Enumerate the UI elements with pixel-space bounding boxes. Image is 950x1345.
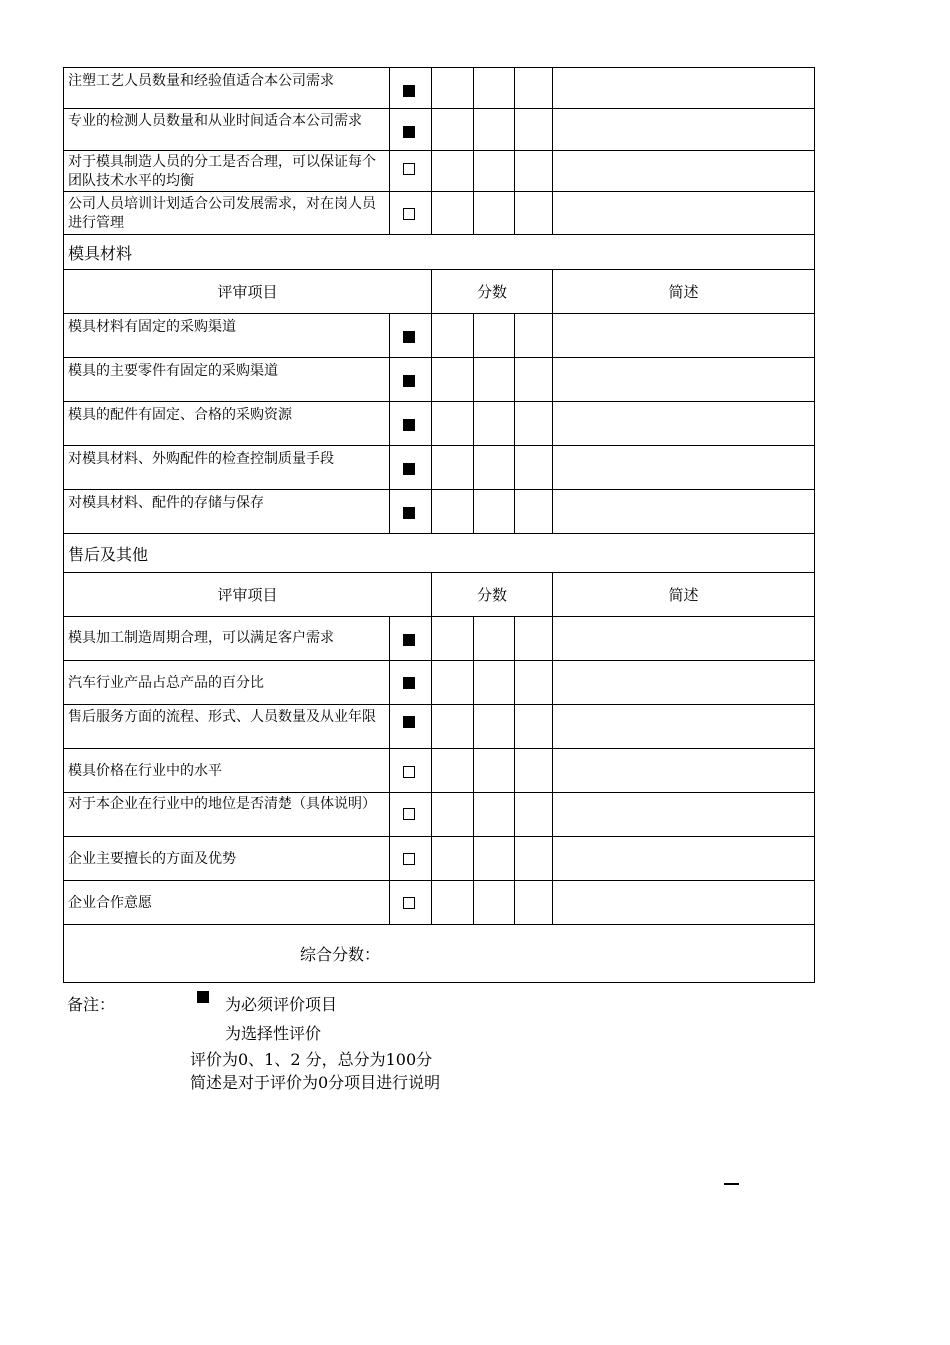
item-label: 对于模具制造人员的分工是否合理，可以保证每个团队技术水平的均衡 xyxy=(64,151,390,191)
dash-mark xyxy=(724,1183,739,1185)
score-cell[interactable] xyxy=(474,192,515,234)
score-cell[interactable] xyxy=(474,358,515,401)
score-cell[interactable] xyxy=(474,490,515,533)
desc-cell[interactable] xyxy=(553,358,814,401)
optional-mark xyxy=(390,837,432,880)
score-cell[interactable] xyxy=(515,793,553,836)
notes-title: 备注： xyxy=(67,995,116,1014)
optional-mark xyxy=(390,881,432,924)
desc-cell[interactable] xyxy=(553,192,814,234)
score-cell[interactable] xyxy=(432,109,474,150)
table-row xyxy=(63,881,815,925)
item-label: 模具价格在行业中的水平 xyxy=(64,749,390,792)
item-label: 模具材料有固定的采购渠道 xyxy=(64,314,390,357)
empty-square-icon xyxy=(403,208,415,220)
score-cell[interactable] xyxy=(515,109,553,150)
required-mark xyxy=(390,617,432,660)
table-row xyxy=(63,109,815,151)
header-desc: 简述 xyxy=(668,283,699,301)
desc-cell[interactable] xyxy=(553,68,814,108)
required-mark xyxy=(390,109,432,150)
score-cell[interactable] xyxy=(515,881,553,924)
score-cell[interactable] xyxy=(474,68,515,108)
score-cell[interactable] xyxy=(515,314,553,357)
score-cell[interactable] xyxy=(432,358,474,401)
notes-desc: 简述是对于评价为0分项目进行说明 xyxy=(190,1073,441,1092)
required-mark xyxy=(390,402,432,445)
section-title-text: 售后及其他 xyxy=(68,544,149,564)
filled-square-icon xyxy=(403,85,415,97)
score-cell[interactable] xyxy=(515,68,553,108)
filled-square-icon xyxy=(403,126,415,138)
notes-scoring: 评价为0、1、2 分，总分为100分 xyxy=(190,1050,433,1069)
score-cell[interactable] xyxy=(432,661,474,704)
score-cell[interactable] xyxy=(515,446,553,489)
desc-cell[interactable] xyxy=(553,490,814,533)
score-cell[interactable] xyxy=(432,793,474,836)
table-row xyxy=(63,749,815,793)
notes-optional: 为选择性评价 xyxy=(225,1024,322,1043)
score-cell[interactable] xyxy=(474,705,515,748)
score-cell[interactable] xyxy=(432,490,474,533)
header-desc: 简述 xyxy=(668,586,699,604)
score-cell[interactable] xyxy=(515,837,553,880)
score-cell[interactable] xyxy=(515,705,553,748)
score-cell[interactable] xyxy=(474,749,515,792)
desc-cell[interactable] xyxy=(553,446,814,489)
table-row xyxy=(63,793,815,837)
desc-cell[interactable] xyxy=(553,705,814,748)
required-mark xyxy=(390,661,432,704)
score-cell[interactable] xyxy=(515,661,553,704)
score-cell[interactable] xyxy=(515,358,553,401)
required-mark xyxy=(390,68,432,108)
item-label: 对模具材料、配件的存储与保存 xyxy=(64,490,390,533)
score-cell[interactable] xyxy=(515,617,553,660)
total-score-row[interactable] xyxy=(63,925,815,983)
score-cell[interactable] xyxy=(432,151,474,191)
score-cell[interactable] xyxy=(432,617,474,660)
desc-cell[interactable] xyxy=(553,617,814,660)
header-item: 评审项目 xyxy=(64,573,432,616)
table-row xyxy=(63,151,815,192)
item-label: 汽车行业产品占总产品的百分比 xyxy=(64,661,390,704)
item-label: 对模具材料、外购配件的检查控制质量手段 xyxy=(64,446,390,489)
desc-cell[interactable] xyxy=(553,661,814,704)
required-mark xyxy=(390,705,432,748)
optional-mark xyxy=(390,793,432,836)
score-cell[interactable] xyxy=(515,490,553,533)
score-cell[interactable] xyxy=(515,192,553,234)
table-row xyxy=(63,661,815,705)
item-label: 模具加工制造周期合理，可以满足客户需求 xyxy=(64,617,390,660)
empty-square-icon xyxy=(403,897,415,909)
section-title-text: 模具材料 xyxy=(68,243,133,263)
required-mark xyxy=(390,314,432,357)
filled-square-icon xyxy=(403,677,415,689)
score-cell[interactable] xyxy=(432,881,474,924)
table-header xyxy=(63,270,815,314)
evaluation-table xyxy=(63,67,815,983)
item-label: 对于本企业在行业中的地位是否清楚（具体说明） xyxy=(64,793,390,836)
item-label: 公司人员培训计划适合公司发展需求，对在岗人员进行管理 xyxy=(64,192,390,234)
score-cell[interactable] xyxy=(432,749,474,792)
table-row xyxy=(63,192,815,235)
desc-cell[interactable] xyxy=(553,881,814,924)
table-row xyxy=(63,67,815,109)
total-score-label: 综合分数： xyxy=(300,945,381,964)
score-cell[interactable] xyxy=(515,749,553,792)
score-cell[interactable] xyxy=(474,446,515,489)
item-label: 注塑工艺人员数量和经验值适合本公司需求 xyxy=(64,68,390,108)
desc-cell[interactable] xyxy=(553,749,814,792)
table-row xyxy=(63,314,815,358)
item-label: 模具的主要零件有固定的采购渠道 xyxy=(64,358,390,401)
item-label: 企业主要擅长的方面及优势 xyxy=(64,837,390,880)
score-cell[interactable] xyxy=(432,837,474,880)
empty-square-icon xyxy=(403,808,415,820)
required-mark xyxy=(390,446,432,489)
score-cell[interactable] xyxy=(474,617,515,660)
table-row xyxy=(63,617,815,661)
filled-square-icon xyxy=(403,331,415,343)
score-cell[interactable] xyxy=(474,881,515,924)
item-label: 专业的检测人员数量和从业时间适合本公司需求 xyxy=(64,109,390,150)
score-cell[interactable] xyxy=(432,705,474,748)
table-row xyxy=(63,446,815,490)
empty-square-icon xyxy=(403,163,415,175)
desc-cell[interactable] xyxy=(553,109,814,150)
desc-cell[interactable] xyxy=(553,151,814,191)
header-score: 分数 xyxy=(432,573,553,616)
section-title xyxy=(63,235,815,270)
desc-cell[interactable] xyxy=(553,314,814,357)
score-cell[interactable] xyxy=(474,109,515,150)
filled-square-icon xyxy=(197,991,209,1003)
header-score: 分数 xyxy=(432,270,553,313)
score-cell[interactable] xyxy=(432,402,474,445)
table-header xyxy=(63,573,815,617)
desc-cell[interactable] xyxy=(553,793,814,836)
empty-square-icon xyxy=(403,766,415,778)
notes-required: 为必须评价项目 xyxy=(225,995,338,1014)
filled-square-icon xyxy=(403,716,415,728)
item-label: 模具的配件有固定、合格的采购资源 xyxy=(64,402,390,445)
required-mark xyxy=(390,490,432,533)
filled-square-icon xyxy=(403,375,415,387)
score-cell[interactable] xyxy=(474,314,515,357)
desc-cell[interactable] xyxy=(553,402,814,445)
filled-square-icon xyxy=(403,463,415,475)
score-cell[interactable] xyxy=(474,402,515,445)
score-cell[interactable] xyxy=(432,68,474,108)
score-cell[interactable] xyxy=(432,314,474,357)
score-cell[interactable] xyxy=(432,192,474,234)
score-cell[interactable] xyxy=(515,151,553,191)
table-row xyxy=(63,402,815,446)
table-row xyxy=(63,837,815,881)
item-label: 企业合作意愿 xyxy=(64,881,390,924)
table-row xyxy=(63,705,815,749)
table-row xyxy=(63,358,815,402)
header-item: 评审项目 xyxy=(64,270,432,313)
score-cell[interactable] xyxy=(474,793,515,836)
optional-mark xyxy=(390,151,432,191)
table-row xyxy=(63,490,815,534)
desc-cell[interactable] xyxy=(553,837,814,880)
score-cell[interactable] xyxy=(474,661,515,704)
score-cell[interactable] xyxy=(474,837,515,880)
item-label: 售后服务方面的流程、形式、人员数量及从业年限 xyxy=(64,705,390,748)
score-cell[interactable] xyxy=(515,402,553,445)
score-cell[interactable] xyxy=(432,446,474,489)
filled-square-icon xyxy=(403,419,415,431)
score-cell[interactable] xyxy=(474,151,515,191)
filled-square-icon xyxy=(403,507,415,519)
filled-square-icon xyxy=(403,634,415,646)
section-title xyxy=(63,534,815,573)
empty-square-icon xyxy=(403,853,415,865)
optional-mark xyxy=(390,749,432,792)
optional-mark xyxy=(390,192,432,234)
required-mark xyxy=(390,358,432,401)
